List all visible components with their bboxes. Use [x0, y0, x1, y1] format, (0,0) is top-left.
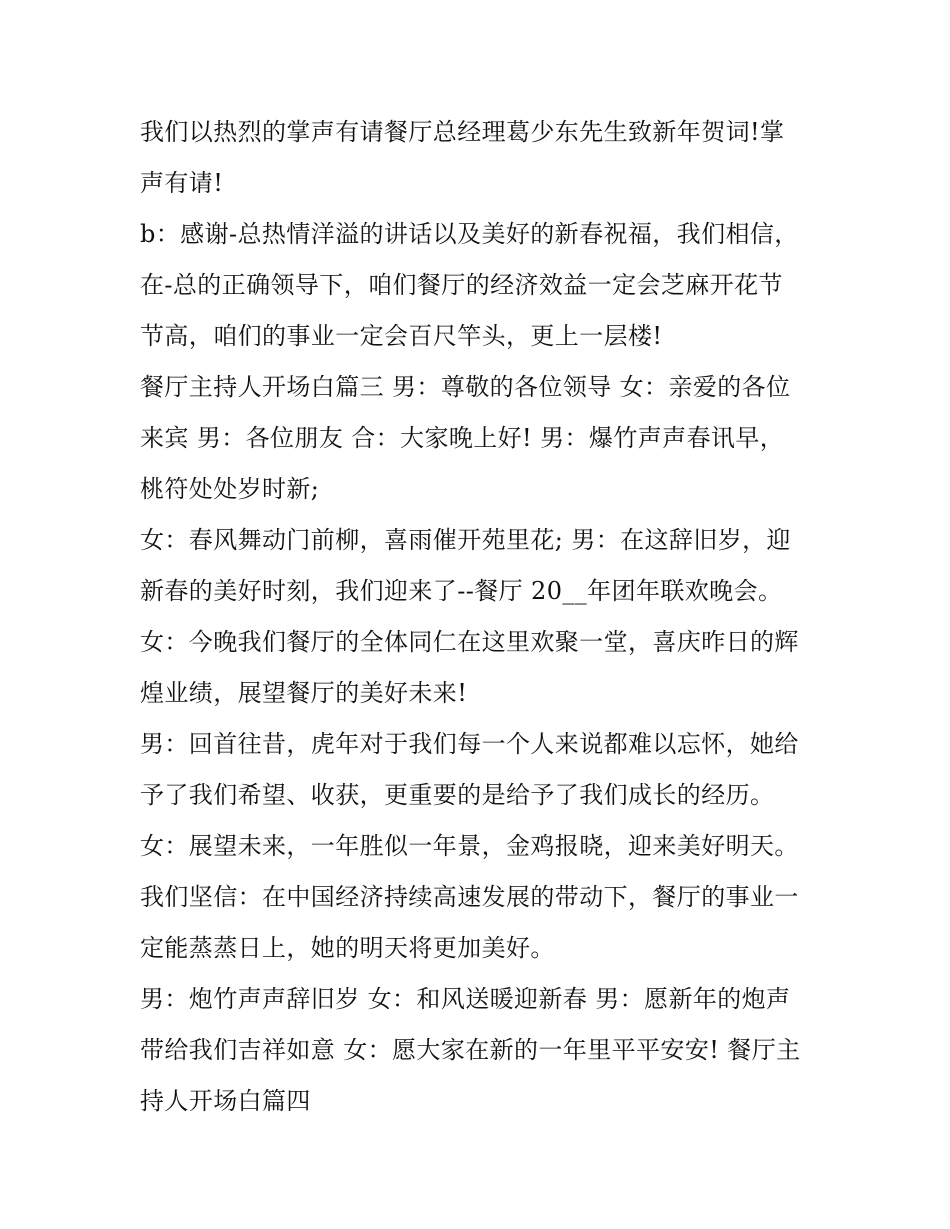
text-line: 我们坚信：在中国经济持续高速发展的带动下，餐厅的事业一 — [140, 883, 799, 911]
text-line: 女：今晚我们餐厅的全体同仁在这里欢聚一堂，喜庆昨日的辉 — [140, 628, 799, 656]
text-line: 我们以热烈的掌声有请餐厅总经理葛少东先生致新年贺词!掌 — [140, 118, 785, 146]
text-line: 新春的美好时刻，我们迎来了--餐厅 20__年团年联欢晚会。 — [140, 577, 783, 605]
text-line: 来宾 男：各位朋友 合：大家晚上好! 男：爆竹声声春讯早， — [140, 424, 785, 452]
text-line: 桃符处处岁时新; — [140, 475, 320, 503]
text-line: b：感谢-总热情洋溢的讲话以及美好的新春祝福，我们相信， — [140, 220, 799, 248]
text-line: 在-总的正确领导下，咱们餐厅的经济效益一定会芝麻开花节 — [140, 271, 783, 299]
text-line: 带给我们吉祥如意 女：愿大家在新的一年里平平安安! 餐厅主 — [140, 1036, 801, 1064]
text-line: 予了我们希望、收获，更重要的是给予了我们成长的经历。 — [140, 781, 775, 809]
text-line: 持人开场白篇四 — [140, 1087, 311, 1115]
text-line: 声有请! — [140, 169, 224, 197]
text-line: 女：春风舞动门前柳，喜雨催开苑里花; 男：在这辞旧岁，迎 — [140, 526, 791, 554]
document-body — [140, 107, 820, 1127]
text-line: 女：展望未来，一年胜似一年景，金鸡报晓，迎来美好明天。 — [140, 832, 799, 860]
text-line: 煌业绩，展望餐厅的美好未来! — [140, 679, 468, 707]
text-line: 餐厅主持人开场白篇三 男：尊敬的各位领导 女：亲爱的各位 — [140, 373, 791, 401]
text-line: 节高，咱们的事业一定会百尺竿头，更上一层楼! — [140, 322, 663, 350]
text-line: 男：炮竹声声辞旧岁 女：和风送暖迎新春 男：愿新年的炮声 — [140, 985, 791, 1013]
text-line: 男：回首往昔，虎年对于我们每一个人来说都难以忘怀，她给 — [140, 730, 799, 758]
text-line: 定能蒸蒸日上，她的明天将更加美好。 — [140, 934, 555, 962]
